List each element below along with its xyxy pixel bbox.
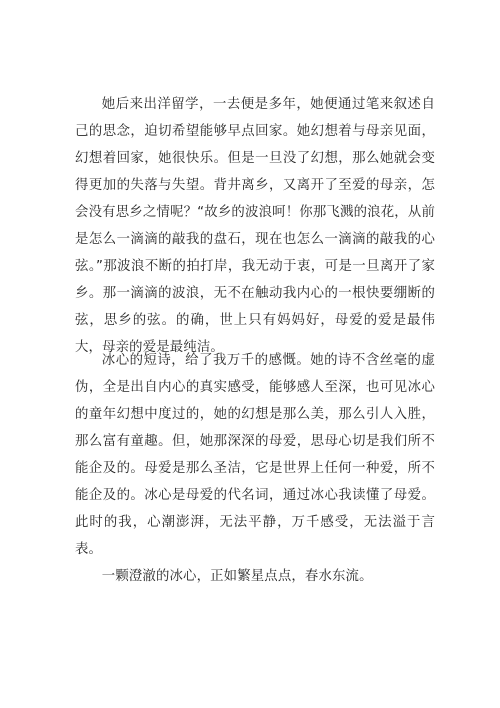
paragraph-homesickness: 她后来出洋留学，一去便是多年，她便通过笔来叙述自己的思念，迫切希望能够早点回家。她幻想着与母亲见面，幻想着回家，她很快乐。但是一旦没了幻想，那么她就会变得更加的失落与失望。背井离乡，又离开了至爱的母亲，怎会没有思乡之情呢？“故乡的波浪呵！你那飞溅的浪花，从前是怎么一滴滴的敲我的盘石，现在也怎么一滴滴的敲我的心弦。”那波浪不断的拍打岸，我无动于衷，可是一旦离开了家乡。那一滴滴的波浪，无不在触动我内心的一根快要绷断的弦，思乡的弦。的确，世上只有妈妈好，母爱的爱是最伟大，母亲的爱是最纯洁。 <box>75 97 435 355</box>
paragraph-closing: 一颗澄澈的冰心，正如繁星点点，春水东流。 <box>101 569 373 584</box>
paragraph-bingxin-poems: 冰心的短诗，给了我万千的感慨。她的诗不含丝毫的虚伪，全是出自内心的真实感受，能够感人至深，也可见冰心的童年幻想中度过的，她的幻想是那么美，那么引人入胜，那么富有童趣。但，她那深深的母爱，思母心切是我们所不能企及的。母爱是那么圣洁，它是世界上任何一种爱，所不能企及的。冰心是母爱的代名词，通过冰心我读懂了母爱。此时的我，心潮澎湃，无法平静，万千感受，无法溢于言表。 <box>75 353 435 557</box>
